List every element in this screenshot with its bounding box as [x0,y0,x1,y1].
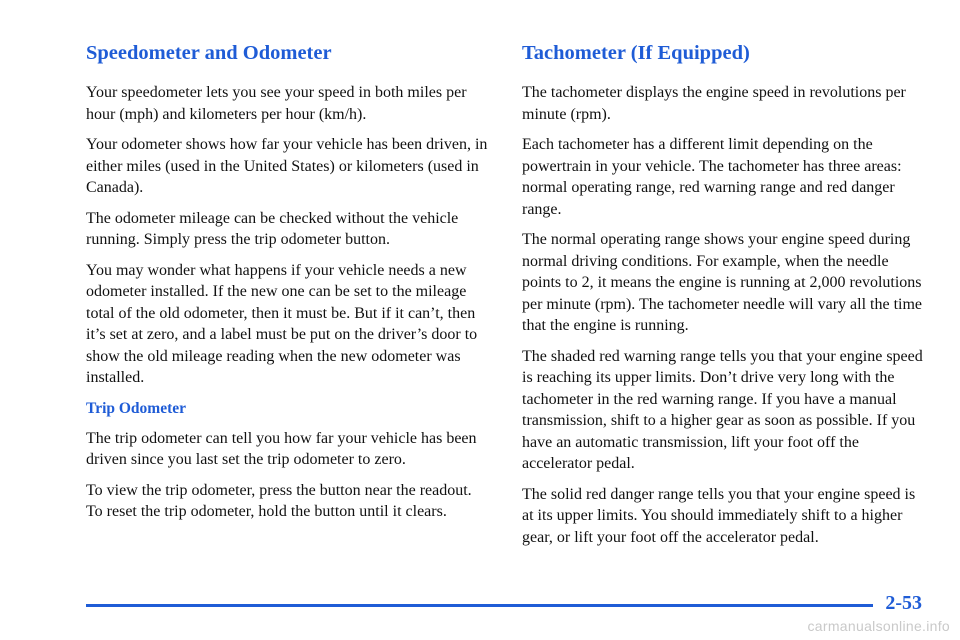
paragraph: Each tachometer has a different limit depending on the powertrain in your vehicle. The tachometer has three areas: normal operating range, red warning range and red danger range. [522,136,902,218]
paragraph: Your speedometer lets you see your speed in both miles per hour (mph) and kilometers per hour (km/h). [86,84,467,123]
paragraph: The odometer mileage can be checked without the vehicle running. Simply press the trip odometer button. [86,209,459,248]
paragraph: The shaded red warning range tells you that your engine speed is reaching its upper limits. Don’t drive very long with the tachometer in the red warning range. If you have a manual transmission, shift to a higher gear as soon as possible. If you have an automatic transmission, lift your foot off the accelerator pedal. [522,347,923,472]
section-title-tachometer: Tachometer (If Equipped) [522,42,750,64]
subheading-trip-odometer: Trip Odometer [86,399,187,417]
paragraph: The trip odometer can tell you how far your vehicle has been driven since you last set the trip odometer to zero. [86,429,477,468]
page-number: 2-53 [885,592,922,614]
paragraph: To view the trip odometer, press the button near the readout. To reset the trip odometer, hold the button until it clears. [86,481,472,520]
paragraph: The solid red danger range tells you that your engine speed is at its upper limits. You should immediately shift to a higher gear, or lift your foot off the accelerator pedal. [522,485,916,546]
footer-divider [86,604,873,607]
paragraph: The tachometer displays the engine speed in revolutions per minute (rpm). [522,84,906,123]
left-column [86,38,488,532]
right-column [522,38,924,557]
paragraph: You may wonder what happens if your vehicle needs a new odometer installed. If the new one can be set to the mileage total of the old odometer, then it must be. But if it can’t, then it’s set at zero, and a label must be put on the driver’s door to show the old mileage reading when the new odometer was installed. [86,261,478,386]
paragraph: Your odometer shows how far your vehicle has been driven, in either miles (used in the United States) or kilometers (used in Canada). [86,136,488,196]
watermark: carmanualsonline.info [807,618,950,634]
section-title-speedometer: Speedometer and Odometer [86,42,332,64]
paragraph: The normal operating range shows your engine speed during normal driving conditions. For example, when the needle points to 2, it means the engine is running at 2,000 revolutions per minute (rpm). The tachometer needle will vary all the time that the engine is running. [522,231,922,334]
